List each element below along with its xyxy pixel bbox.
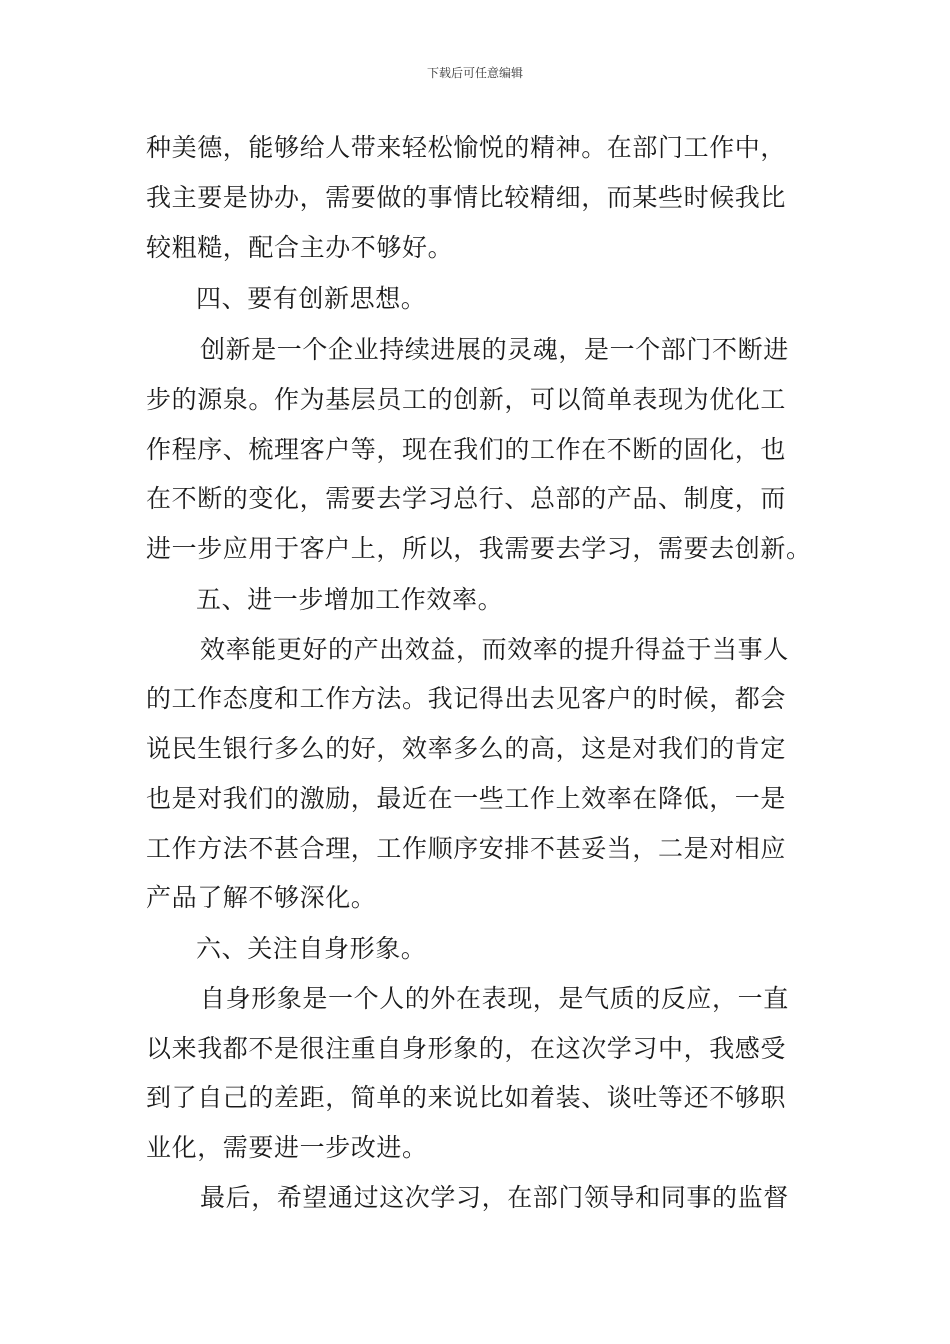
body-line: 进一步应用于客户上，所以，我需要去学习，需要去创新。 — [146, 534, 812, 563]
body-line: 效率能更好的产出效益，而效率的提升得益于当事人 — [200, 635, 789, 664]
body-line: 业化，需要进一步改进。 — [146, 1133, 428, 1162]
body-line: 在不断的变化，需要去学习总行、总部的产品、制度，而 — [146, 484, 787, 513]
body-line: 步的源泉。作为基层员工的创新，可以简单表现为优化工 — [146, 385, 787, 414]
body-line: 创新是一个企业持续进展的灵魂，是一个部门不断进 — [200, 335, 789, 364]
body-line: 工作方法不甚合理，工作顺序安排不甚妥当，二是对相应 — [146, 834, 787, 863]
body-line: 也是对我们的激励，最近在一些工作上效率在降低，一是 — [146, 784, 787, 813]
body-line: 我主要是协办，需要做的事情比较精细，而某些时候我比 — [146, 183, 787, 212]
page-header: 下载后可任意编辑 — [426, 66, 523, 80]
section-heading: 四、要有创新思想。 — [196, 284, 427, 313]
body-line: 最后，希望通过这次学习，在部门领导和同事的监督 — [200, 1183, 789, 1212]
body-line: 作程序、梳理客户等，现在我们的工作在不断的固化，也 — [146, 435, 787, 464]
section-heading: 五、进一步增加工作效率。 — [196, 585, 504, 614]
body-line: 种美德，能够给人带来轻松愉悦的精神。在部门工作中， — [146, 133, 787, 162]
body-line: 较粗糙，配合主办不够好。 — [146, 233, 454, 262]
body-line: 到了自己的差距，简单的来说比如着装、谈吐等还不够职 — [146, 1083, 787, 1112]
body-line: 自身形象是一个人的外在表现，是气质的反应，一直 — [200, 984, 789, 1013]
body-line: 产品了解不够深化。 — [146, 883, 377, 912]
body-line: 的工作态度和工作方法。我记得出去见客户的时候，都会 — [146, 684, 787, 713]
body-line: 说民生银行多么的好，效率多么的高，这是对我们的肯定 — [146, 734, 787, 763]
body-line: 以来我都不是很注重自身形象的，在这次学习中，我感受 — [146, 1034, 787, 1063]
section-heading: 六、关注自身形象。 — [196, 934, 427, 963]
